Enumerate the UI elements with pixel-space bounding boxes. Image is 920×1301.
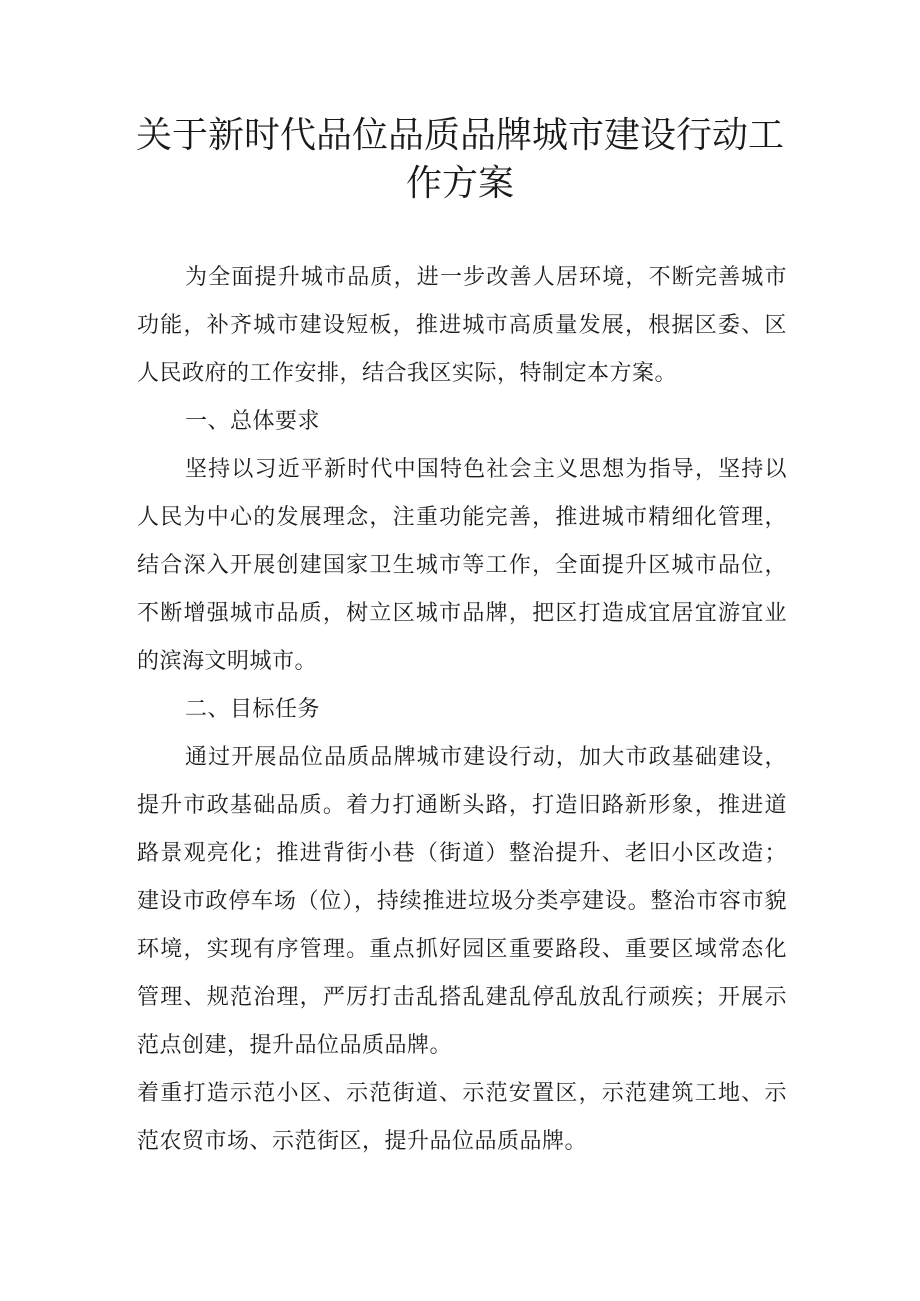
section-2-extra-paragraph: 着重打造示范小区、示范街道、示范安置区，示范建筑工地、示范农贸市场、示范街区，提升品位品质品牌。 <box>137 1081 787 1154</box>
section-2-heading: 二、目标任务 <box>185 697 321 722</box>
intro-paragraph: 为全面提升城市品质，进一步改善人居环境，不断完善城市功能，补齐城市建设短板，推进城市高质量发展，根据区委、区人民政府的工作安排，结合我区实际，特制定本方案。 <box>137 265 787 386</box>
section-1-paragraph: 坚持以习近平新时代中国特色社会主义思想为指导，坚持以人民为中心的发展理念，注重功能完善，推进城市精细化管理，结合深入开展创建国家卫生城市等工作，全面提升区城市品位，不断增强城市品质，树立区城市品牌，把区打造成宜居宜游宜业的滨海文明城市。 <box>137 457 787 674</box>
document-title <box>135 112 785 208</box>
document-title-line-2: 作方案 <box>405 163 514 204</box>
section-1-heading: 一、总体要求 <box>185 409 321 434</box>
section-2-paragraph: 通过开展品位品质品牌城市建设行动，加大市政基础建设，提升市政基础品质。着力打通断头路，打造旧路新形象，推进道路景观亮化；推进背街小巷（街道）整治提升、老旧小区改造；建设市政停车场（位），持续推进垃圾分类亭建设。整治市容市貌环境，实现有序管理。重点抓好园区重要路段、重要区域常态化管理、规范治理，严厉打击乱搭乱建乱停乱放乱行顽疾；开展示范点创建，提升品位品质品牌。 <box>137 745 787 1058</box>
document-title-line-1: 关于新时代品位品质品牌城市建设行动工 <box>135 115 784 156</box>
